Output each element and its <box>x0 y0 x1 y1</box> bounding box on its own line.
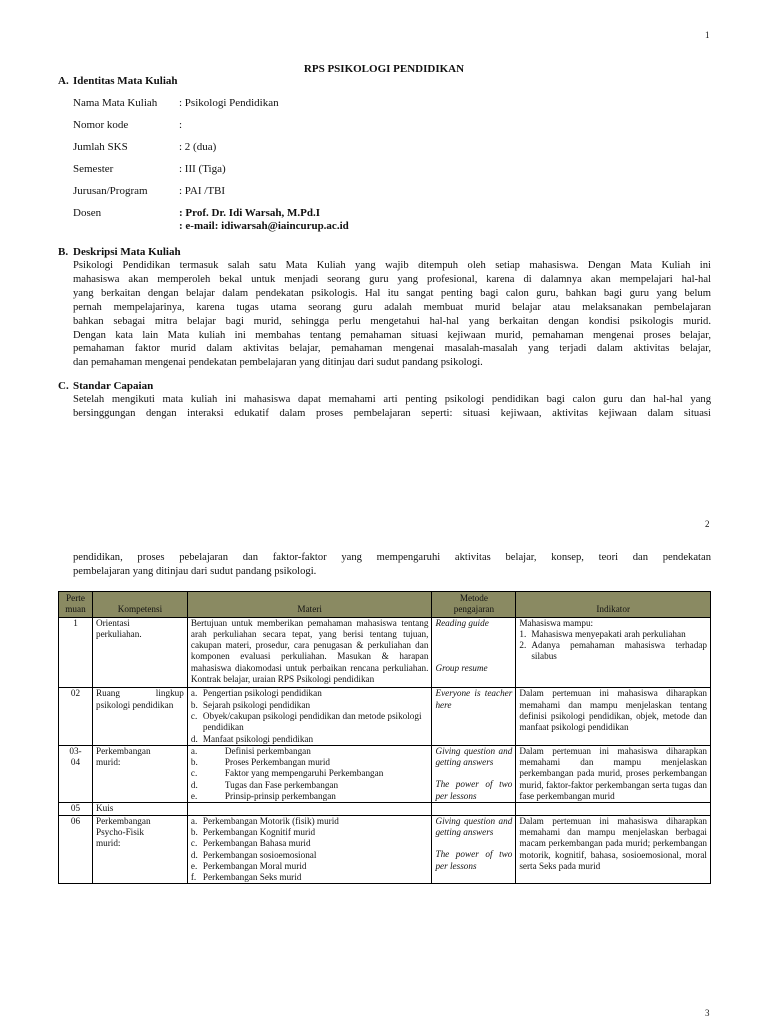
page-number-1: 1 <box>705 30 710 40</box>
method-cell <box>432 745 516 802</box>
description-line: Psikologi Pendidikan termasuk salah satu Mata Kuliah yang wajib ditempuh oleh setiap mahasiswa. Dengan Mata Kuliah ini <box>73 260 711 271</box>
competence-cell: Kuis <box>92 803 187 815</box>
method-text: Group resume <box>435 662 488 673</box>
table-row <box>59 815 711 884</box>
outcome-line: pendidikan, proses pebelajaran dan faktor-faktor yang mempengaruhi aktivitas belajar, konsep, teori dan pendekatan <box>73 552 711 563</box>
description-line: mahasiswa akan memperoleh bekal untuk menjadi seorang guru yang profesional, karena di dalamnya akan mempelajari hal-hal <box>73 273 711 285</box>
method-text: The power of two per lessons <box>435 779 513 801</box>
section-b-heading <box>58 246 181 258</box>
lecturer-name: : Prof. Dr. Idi Warsah, M.Pd.I <box>179 207 320 219</box>
material-item: e. Prinsip-prinsip perkembangan <box>190 791 336 802</box>
material-item: c. Faktor yang mempengaruhi Perkembangan <box>190 768 384 779</box>
material-item: b. Perkembangan Kognitif murid <box>190 826 316 837</box>
indicator-item: 1. Mahasiswa menyepakati arah perkuliahan <box>519 628 686 639</box>
meeting-number: 02 <box>59 688 93 745</box>
material-item: b. Proses Perkembangan murid <box>190 757 331 768</box>
learning-outcome-continued <box>73 551 711 579</box>
material-cell <box>187 688 432 745</box>
material-item: a. Pengertian psikologi pendidikan <box>190 688 322 699</box>
table-header-row <box>59 592 711 618</box>
method-cell <box>432 815 516 884</box>
identity-value: : Psikologi Pendidikan <box>179 97 279 109</box>
description-line: dan pemahaman mengenai pendekatan pembelajaran yang ditinjau dari sudut pandang psikologi. <box>73 357 483 369</box>
page-number-3: 3 <box>705 1008 710 1018</box>
identity-label: Jumlah SKS <box>73 141 128 153</box>
material-cell <box>187 815 432 884</box>
indicator-cell: Dalam pertemuan ini mahasiswa diharapkan memahami dan mampu menjelaskan perkembangan pada murid, proses perkembangan murid, faktor-faktor perkembangan serta tugas dan fase perkembangan murid <box>516 745 711 802</box>
table-row <box>59 688 711 745</box>
indicator-intro: Mahasiswa mampu: <box>519 617 594 628</box>
method-cell <box>432 617 516 688</box>
header-meeting: Perte muan <box>59 592 93 618</box>
identity-label: Dosen <box>73 207 102 219</box>
meeting-number: 1 <box>59 617 93 688</box>
outcome-line: bersinggungan dengan interaksi edukatif dalam proses pembelajaran seperti: situasi kejiwaan, aktivitas kejiwaan dalam situasi <box>73 407 711 419</box>
table-row <box>59 803 711 815</box>
competence-cell: Perkembangan Psycho-Fisik murid: <box>92 815 187 884</box>
course-description <box>73 259 711 370</box>
material-item: c. Perkembangan Bahasa murid <box>190 838 311 849</box>
document-title: RPS PSIKOLOGI PENDIDIKAN <box>303 63 465 75</box>
competence-cell: Orientasi perkuliahan. <box>92 617 187 688</box>
method-text: The power of two per lessons <box>435 849 513 871</box>
header-material: Materi <box>187 592 432 618</box>
indicator-item: 2. Adanya pemahaman mahasiswa terhadap silabus <box>519 640 707 662</box>
section-c-heading <box>58 380 153 392</box>
learning-outcome <box>73 393 711 421</box>
material-item: e. Perkembangan Moral murid <box>190 860 307 871</box>
method-text: Giving question and getting answers <box>435 815 513 837</box>
indicator-cell: Dalam pertemuan ini mahasiswa diharapkan memahami dan mampu menjelaskan berbagai macam perkembangan pada murid; perkembangan motorik, kognitif, bahasa, sosioemosional, moral serta Seks pada murid <box>516 815 711 884</box>
section-a-letter: A. <box>58 75 69 87</box>
identity-label: Jurusan/Program <box>73 185 148 197</box>
description-line: bahkan sebagai mitra belajar bagi murid, sehingga perlu mengetahui hal-hal yang berkaitan dengan kondisi psikologis murid. <box>73 315 711 327</box>
identity-label: Semester <box>73 163 114 175</box>
section-c-letter: C. <box>58 380 69 392</box>
method-cell <box>432 803 516 815</box>
description-line: Dengan kata lain Mata kuliah ini membahas tentang pemahaman situasi kejiwaan murid, pemahaman mengenai proses belajar, <box>73 329 711 341</box>
course-plan-table <box>58 591 711 884</box>
header-method: Metode pengajaran <box>432 592 516 618</box>
material-cell <box>187 745 432 802</box>
description-line: yang berkaitan dengan belajar dalam pendekatan psikologis. Hal itu sangat penting bagi calon guru, bahkan bagi guru yang belum <box>73 287 711 299</box>
material-item: d. Manfaat psikologi pendidikan <box>190 733 314 744</box>
section-a-title: Identitas Mata Kuliah <box>73 75 178 87</box>
identity-label: Nama Mata Kuliah <box>73 97 158 109</box>
material-item: f. Perkembangan Seks murid <box>190 872 302 883</box>
method-cell: Everyone is teacher here <box>432 688 516 745</box>
header-indicator: Indikator <box>516 592 711 618</box>
material-item: d. Tugas dan Fase perkembangan <box>190 779 339 790</box>
identity-value: : <box>179 119 183 131</box>
section-c-title: Standar Capaian <box>73 380 154 392</box>
material-cell: Bertujuan untuk memberikan pemahaman mahasiswa tentang arah perkuliahan secara tepat, yang berisi tentang tujuan, cakupan materi, prosedur, cara penugasan & perkuliahan dan komponen evaluasi perkuliahan. Masukan & harapan mahasiswa diakomodasi untuk perbaikan rencana perkuliahan. Kontrak belajar, uraian RPS Psikologi pendidikan <box>187 617 432 688</box>
outcome-line: pembelajaran yang ditinjau dari sudut pandang psikologi. <box>73 565 317 577</box>
identity-value: : III (Tiga) <box>179 163 226 175</box>
meeting-number: 05 <box>59 803 93 815</box>
section-b-title: Deskripsi Mata Kuliah <box>73 246 181 258</box>
outcome-line: Setelah mengikuti mata kuliah ini mahasiswa dapat memahami arti penting psikologi pendidikan bagi calon guru dan hal-hal yang <box>73 394 711 405</box>
competence-cell: Perkembangan murid: <box>92 745 187 802</box>
table-row <box>59 617 711 688</box>
meeting-number: 06 <box>59 815 93 884</box>
meeting-number: 03- 04 <box>59 745 93 802</box>
material-item: a. Definisi perkembangan <box>190 745 311 756</box>
identity-value: : 2 (dua) <box>179 141 217 153</box>
header-competence: Kompetensi <box>92 592 187 618</box>
table-row <box>59 745 711 802</box>
section-a-heading <box>58 75 178 87</box>
competence-cell: Ruang lingkup psikologi pendidikan <box>92 688 187 745</box>
indicator-cell <box>516 803 711 815</box>
indicator-cell <box>516 617 711 688</box>
method-text: Reading guide <box>435 617 489 628</box>
material-cell <box>187 803 432 815</box>
description-line: pemahaman faktor murid dalam aktivitas belajar, pemahaman mengenai masalah-masalah yang terjadi dalam aktivitas belajar, <box>73 343 711 355</box>
description-line: pernah mempelajarinya, karena tugas utama seorang guru adalah membuat murid belajar atau melaksanakan pembelajaran <box>73 301 711 313</box>
material-item: a. Perkembangan Motorik (fisik) murid <box>190 815 339 826</box>
identity-value: : PAI /TBI <box>179 185 226 197</box>
page-number-2: 2 <box>705 519 710 529</box>
material-item: c. Obyek/cakupan psikologi pendidikan dan metode psikologi pendidikan <box>190 710 422 733</box>
identity-label: Nomor kode <box>73 119 129 131</box>
material-item: d. Perkembangan sosioemosional <box>190 849 317 860</box>
method-text: Giving question and getting answers <box>435 745 513 768</box>
section-b-letter: B. <box>58 246 69 258</box>
indicator-cell: Dalam pertemuan ini mahasiswa diharapkan memahami dan mampu menjelaskan tentang definisi psikologi pendidikan, objek, metode dan manfaat psikologi pendidikan <box>516 688 711 745</box>
material-item: b. Sejarah psikologi pendidikan <box>190 699 311 710</box>
lecturer-email: : e-mail: idiwarsah@iaincurup.ac.id <box>179 220 349 232</box>
